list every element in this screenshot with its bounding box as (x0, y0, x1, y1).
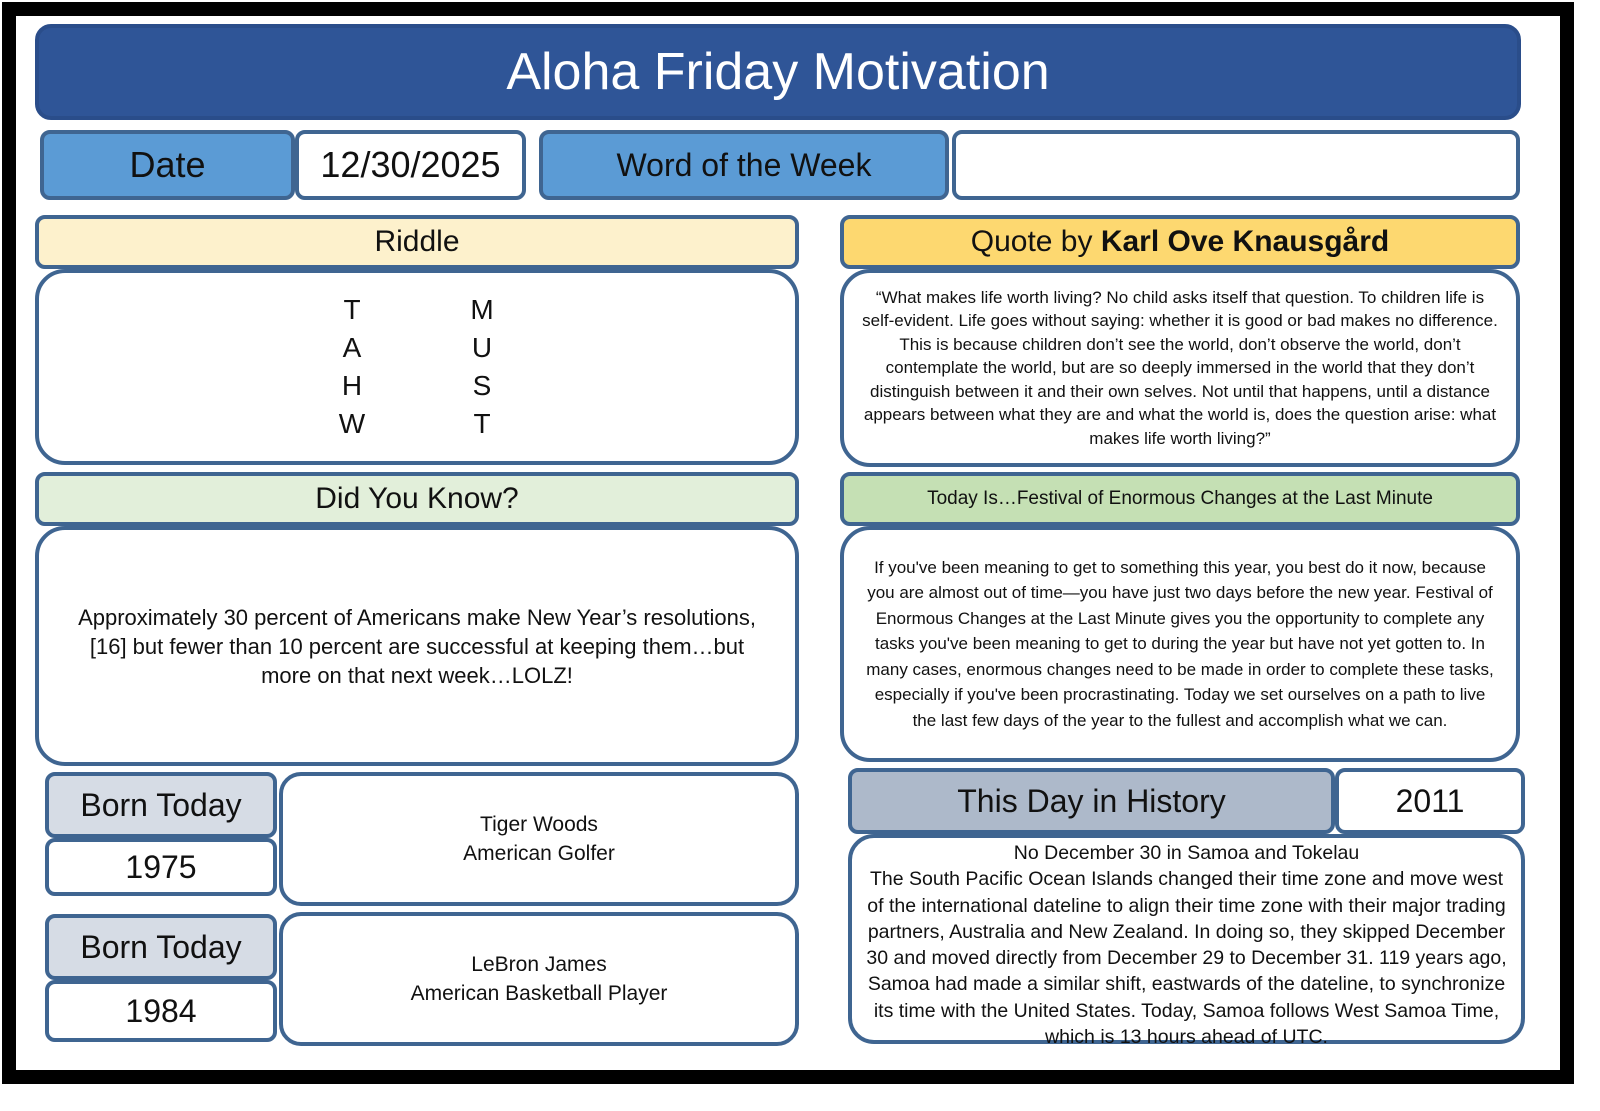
date-label-text: Date (129, 144, 206, 185)
quote-author: Karl Ove Knausgård (1100, 225, 1390, 258)
date-value (295, 130, 526, 200)
riddle-letter: T (343, 294, 361, 325)
person-description: American Golfer (463, 842, 615, 865)
born-today-header (45, 772, 277, 838)
riddle-letter: S (472, 370, 492, 401)
born-year-text: 1975 (125, 848, 197, 885)
riddle-letter: M (470, 294, 494, 325)
quote-title (971, 225, 1390, 259)
riddle-letter: A (342, 332, 362, 363)
born-today-label: Born Today (80, 786, 242, 823)
born-year-text: 1984 (125, 992, 197, 1029)
did-you-know-panel (35, 526, 799, 766)
history-title: This Day in History (957, 782, 1226, 819)
born-today-person-card (279, 912, 799, 1046)
page-title-text: Aloha Friday Motivation (506, 43, 1050, 101)
did-you-know-title: Did You Know? (315, 482, 519, 515)
word-of-week-value (952, 130, 1520, 200)
born-today-header (45, 914, 277, 980)
person-info (463, 810, 615, 868)
riddle-letter: U (471, 332, 493, 363)
history-year (1335, 768, 1525, 834)
today-is-text: If you've been meaning to get to something this year, you best do it now, because you are almost out of time—you have just two days before the new year. Festival of Enormous Changes at the Last Minute gives you the opportunity to complete any tasks you've been meaning to get to during the year but have not yet gotten to. In many cases, enormous changes need to be made in order to complete these tasks, especially if you've been procrastinating. Today we set ourselves on a path to live the last few days of the year to the fullest and accomplish what we can. (866, 558, 1494, 730)
born-today-year (45, 838, 277, 896)
riddle-header (35, 215, 799, 269)
date-label (40, 130, 295, 200)
riddle-title: Riddle (374, 225, 460, 258)
quote-panel (840, 269, 1520, 467)
history-text: The South Pacific Ocean Islands changed their time zone and move west of the international dateline to align their time zone with their major trading partners, Australia and New Zealand. In doing so, they skipped December 30 and moved directly from December 29 to December 31. 119 years ago, Samoa had made a similar shift, eastwards of the dateline, to synchronize its time with the United States. Today, Samoa follows West Samoa Time, which is 13 hours ahead of UTC. (866, 868, 1507, 1049)
today-is-header (840, 472, 1520, 526)
history-year-text: 2011 (1395, 782, 1465, 819)
born-today-person-card (279, 772, 799, 906)
riddle-letter: W (338, 408, 366, 439)
person-name: LeBron James (471, 953, 607, 976)
person-info (411, 950, 668, 1008)
today-is-panel (840, 526, 1520, 762)
history-panel (848, 834, 1525, 1049)
date-value-text: 12/30/2025 (320, 144, 501, 185)
word-of-week-label (539, 130, 949, 200)
person-name: Tiger Woods (480, 813, 598, 836)
history-content (852, 840, 1521, 1050)
history-header (848, 768, 1335, 834)
riddle-letters (287, 293, 547, 441)
word-of-week-label-text: Word of the Week (616, 146, 872, 183)
page-title (35, 24, 1521, 120)
quote-header (840, 215, 1520, 269)
person-description: American Basketball Player (410, 982, 668, 1005)
riddle-letter: T (473, 408, 491, 439)
quote-label-prefix: Quote by (970, 225, 1101, 258)
did-you-know-header (35, 472, 799, 526)
riddle-letter: H (341, 370, 363, 401)
riddle-panel (35, 269, 799, 465)
born-today-year (45, 980, 277, 1042)
quote-text: “What makes life worth living? No child asks itself that question. To children life is self-evident. Life goes without saying: whether it is good or bad makes no difference. This is because children don’t see the world, don’t observe the world, don’t contemplate the world, but are so deeply immersed in the world that they don’t distinguish between it and their own selves. Not until that happens, until a distance appears between what they are and what the world is, does the question arise: what makes life worth living?” (862, 287, 1498, 448)
did-you-know-text: Approximately 30 percent of Americans make New Year’s resolutions,[16] but fewer than 10 percent are successful at keeping them…but more on that next week…LOLZ! (78, 604, 756, 688)
history-headline: No December 30 in Samoa and Tokelau (1013, 842, 1360, 864)
today-is-title: Today Is…Festival of Enormous Changes at the Last Minute (927, 488, 1433, 509)
born-today-label: Born Today (80, 928, 242, 965)
